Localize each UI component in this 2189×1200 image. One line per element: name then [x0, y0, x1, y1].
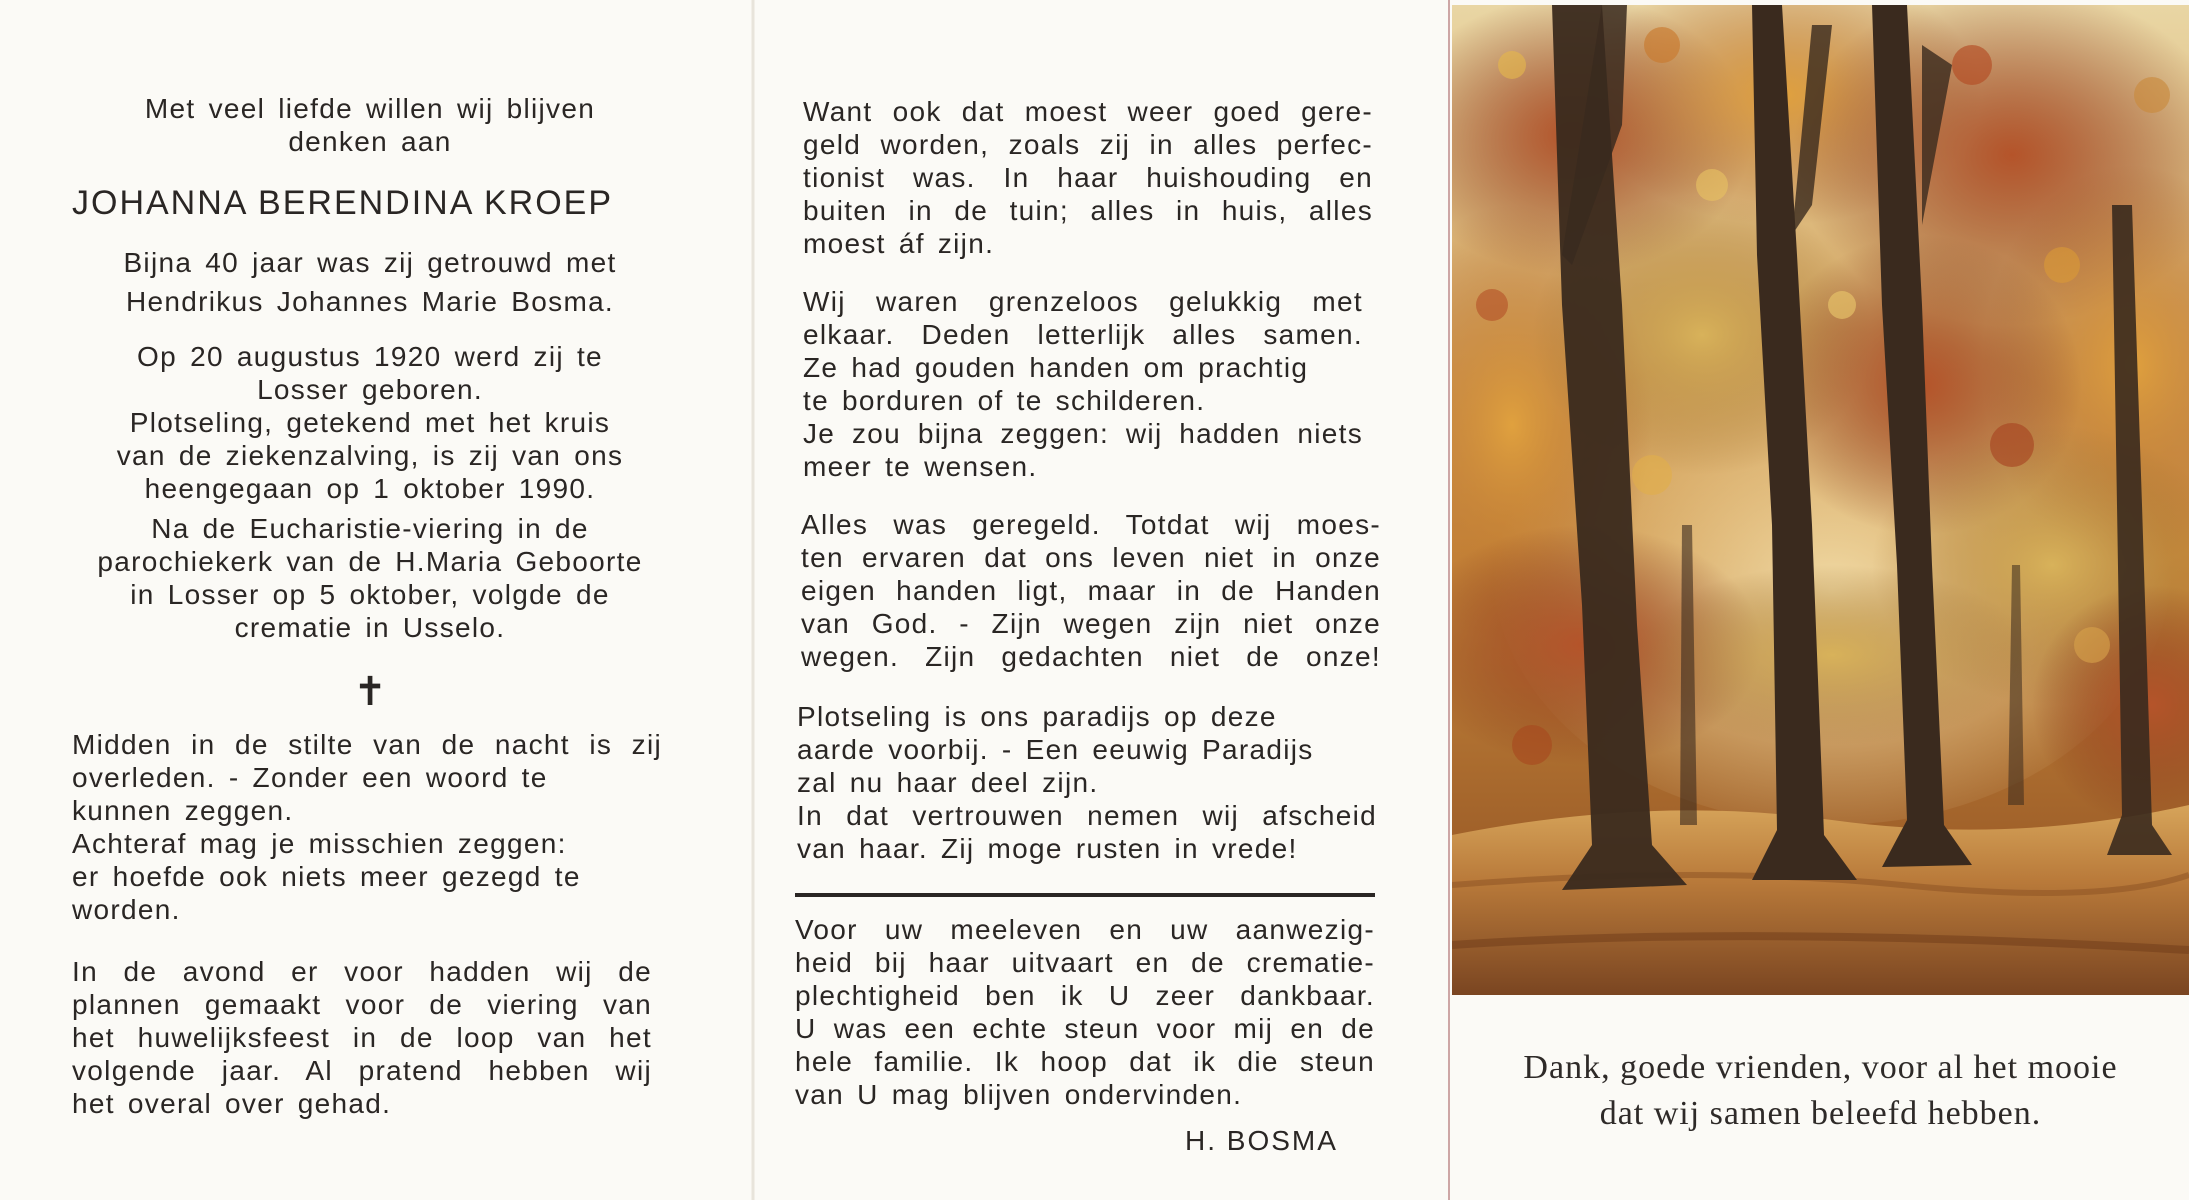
birth-line: Op 20 augustus 1920 werd zij te	[137, 341, 603, 372]
stilte-line: er hoefde ook niets meer gezegd te	[72, 861, 581, 892]
stilte-paragraph	[72, 728, 662, 926]
paradijs-line: van haar. Zij moge rusten in vrede!	[797, 833, 1298, 864]
want-line: moest áf zijn.	[803, 228, 995, 259]
thanks-line: Voor uw meeleven en uw aanwezig-	[795, 914, 1375, 945]
want-paragraph	[803, 95, 1373, 260]
funeral-line: Na de Eucharistie-viering in de	[151, 513, 589, 544]
avond-line: plannen gemaakt voor de viering van	[72, 989, 652, 1020]
avond-line: het overal over gehad.	[72, 1088, 392, 1119]
paradijs-line: zal nu haar deel zijn.	[797, 767, 1099, 798]
funeral-line: parochiekerk van de H.Maria Geboorte	[97, 546, 643, 577]
geregeld-paragraph	[801, 508, 1381, 673]
geregeld-line: Alles was geregeld. Totdat wij moes-	[801, 509, 1381, 540]
gelukkig-line: Wij waren grenzeloos gelukkig met	[803, 286, 1363, 317]
stilte-line: Midden in de stilte van de nacht is zij	[72, 729, 662, 760]
stilte-line: Achteraf mag je misschien zeggen:	[72, 828, 567, 859]
birth-line: Plotseling, getekend met het kruis	[129, 407, 611, 438]
funeral-text	[70, 512, 670, 644]
geregeld-line: wegen. Zijn gedachten niet de onze!	[801, 641, 1381, 672]
thanks-line: U was een echte steun voor mij en de	[795, 1013, 1375, 1044]
want-line: geld worden, zoals zij in alles perfec-	[803, 129, 1373, 160]
thanks-paragraph	[795, 913, 1375, 1111]
forest-illustration	[1452, 5, 2189, 995]
gelukkig-paragraph	[803, 285, 1363, 483]
gelukkig-line: meer te wensen.	[803, 451, 1038, 482]
gelukkig-line: elkaar. Deden letterlijk alles samen.	[803, 319, 1363, 350]
intro-text	[70, 92, 670, 158]
paradijs-paragraph	[797, 700, 1377, 865]
married-line: Bijna 40 jaar was zij getrouwd met	[123, 247, 617, 278]
avond-line: volgende jaar. Al pratend hebben wij	[72, 1055, 652, 1086]
birth-death-text	[70, 340, 670, 505]
caption-line: Dank, goede vrienden, voor al het mooie	[1523, 1049, 2118, 1086]
gelukkig-line: Je zou bijna zeggen: wij hadden niets	[803, 418, 1363, 449]
signature: H. BOSMA	[1185, 1125, 1338, 1156]
intro-line: denken aan	[288, 126, 452, 157]
want-line: Want ook dat moest weer goed gere-	[803, 96, 1373, 127]
thanks-line: van U mag blijven ondervinden.	[795, 1079, 1243, 1110]
paradijs-line: In dat vertrouwen nemen wij afscheid	[797, 800, 1377, 831]
autumn-forest-photo	[1452, 5, 2189, 995]
want-line: buiten in de tuin; alles in huis, alles	[803, 195, 1373, 226]
married-text	[70, 243, 670, 321]
stilte-line: kunnen zeggen.	[72, 795, 294, 826]
deceased-name-text: JOHANNA BERENDINA KROEP	[72, 184, 614, 222]
thanks-line: hele familie. Ik hoop dat ik die steun	[795, 1046, 1375, 1077]
geregeld-line: van God. - Zijn wegen zijn niet onze	[801, 608, 1381, 639]
separator-rule	[795, 893, 1375, 897]
stilte-line: worden.	[72, 894, 181, 925]
avond-paragraph	[72, 955, 652, 1120]
cross-icon: ✝	[353, 670, 387, 714]
birth-line: van de ziekenzalving, is zij van ons	[116, 440, 624, 471]
gelukkig-line: te borduren of te schilderen.	[803, 385, 1206, 416]
avond-line: In de avond er voor hadden wij de	[72, 956, 652, 987]
paradijs-line: Plotseling is ons paradijs op deze	[797, 701, 1277, 732]
gelukkig-line: Ze had gouden handen om prachtig	[803, 352, 1309, 383]
married-line: Hendrikus Johannes Marie Bosma.	[125, 286, 615, 317]
funeral-line: in Losser op 5 oktober, volgde de	[130, 579, 610, 610]
photo-caption	[1452, 1045, 2189, 1137]
stilte-line: overleden. - Zonder een woord te	[72, 762, 548, 793]
deceased-name	[72, 183, 672, 223]
thanks-line: heid bij haar uitvaart en de crematie-	[795, 947, 1375, 978]
intro-line: Met veel liefde willen wij blijven	[144, 93, 596, 124]
birth-line: heengegaan op 1 oktober 1990.	[144, 473, 596, 504]
paradijs-line: aarde voorbij. - Een eeuwig Paradijs	[797, 734, 1314, 765]
geregeld-line: ten ervaren dat ons leven niet in onze	[801, 542, 1381, 573]
birth-line: Losser geboren.	[257, 374, 483, 405]
thanks-line: plechtigheid ben ik U zeer dankbaar.	[795, 980, 1375, 1011]
geregeld-line: eigen handen ligt, maar in de Handen	[801, 575, 1381, 606]
funeral-line: crematie in Usselo.	[234, 612, 506, 643]
caption-line: dat wij samen beleefd hebben.	[1599, 1095, 2042, 1132]
avond-line: het huwelijksfeest in de loop van het	[72, 1022, 652, 1053]
want-line: tionist was. In haar huishouding en	[803, 162, 1373, 193]
